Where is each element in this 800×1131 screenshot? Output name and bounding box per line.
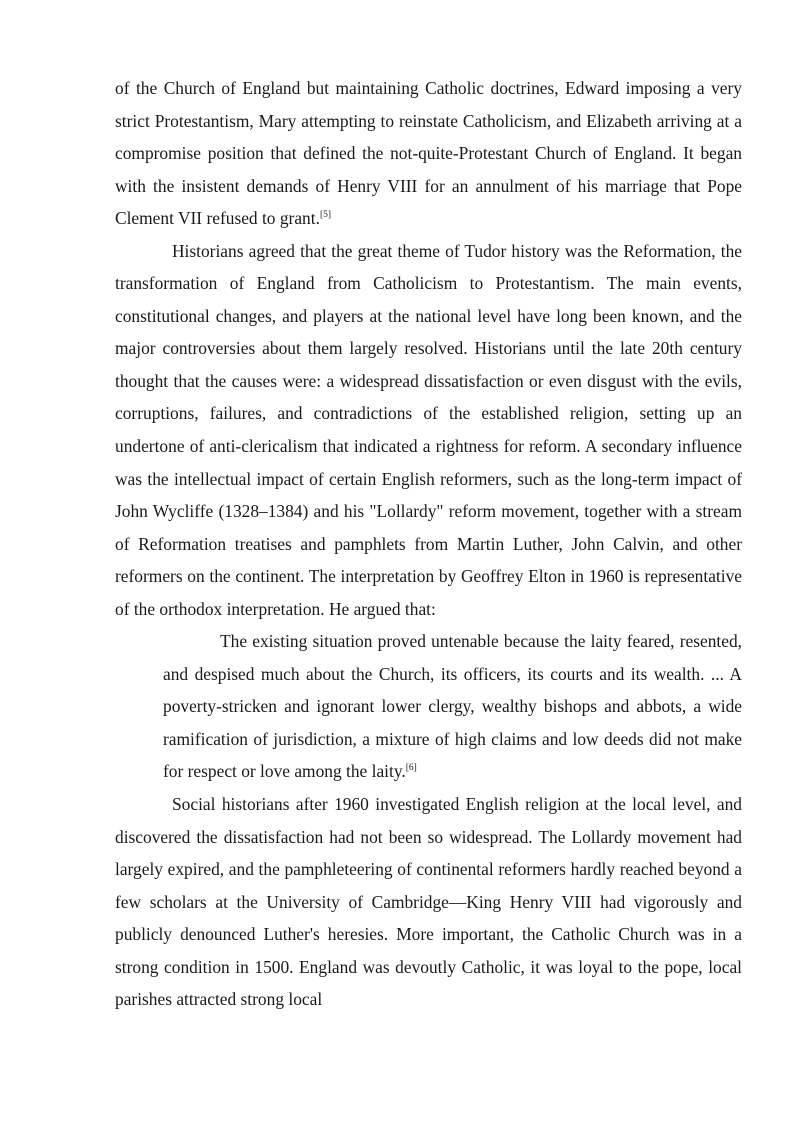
paragraph-text: Historians agreed that the great theme of Tudor history was the Reformation, the transformation of England from Catholicism to Protestantism. The main events, constitutional changes, and players at the national level have long been known, and the major controversies about them largely resolved. Historians until the late 20th century thought that the causes were: a widespread dissatisfaction or even disgust with the evils, corruptions, failures, and contradictions of the established religion, setting up an undertone of anti-clericalism that indicated a rightness for reform. A secondary influence was the intellectual impact of certain English reformers, such as the long-term impact of John Wycliffe (1328–1384) and his "Lollardy" reform movement, together with a stream of Reformation treatises and pamphlets from Martin Luther, John Calvin, and other reformers on the continent. The interpretation by Geoffrey Elton in 1960 is representative of the orthodox interpretation. He argued that: [115,240,742,619]
document-page [115,72,742,1016]
paragraph-reformation-theme [115,235,742,626]
quotation-text: The existing situation proved untenable because the laity feared, resented, and despised much about the Church, its officers, its courts and its wealth. ... A poverty-stricken and ignorant lower clergy, wealthy bishops and abbots, a wide ramification of jurisdiction, a mixture of high claims and low deeds did not make for respect or love among the laity. [163,631,742,782]
paragraph-continuation [115,72,742,235]
paragraph-social-historians [115,788,742,1016]
footnote-reference[interactable]: [5] [319,210,332,221]
block-quotation [163,625,742,788]
paragraph-text: of the Church of England but maintaining Catholic doctrines, Edward imposing a very strict Protestantism, Mary attempting to reinstate Catholicism, and Elizabeth arriving at a compromise position that defined the not-quite-Protestant Church of England. It began with the insistent demands of Henry VIII for an annulment of his marriage that Pope Clement VII refused to grant. [115,78,742,229]
paragraph-text: Social historians after 1960 investigated English religion at the local level, and discovered the dissatisfaction had not been so widespread. The Lollardy movement had largely expired, and the pamphleteering of continental reformers hardly reached beyond a few scholars at the University of Cambridge—King Henry VIII had vigorously and publicly denounced Luther's heresies. More important, the Catholic Church was in a strong condition in 1500. England was devoutly Catholic, it was loyal to the pope, local parishes attracted strong local [115,794,742,1010]
footnote-reference[interactable]: [6] [405,763,417,774]
